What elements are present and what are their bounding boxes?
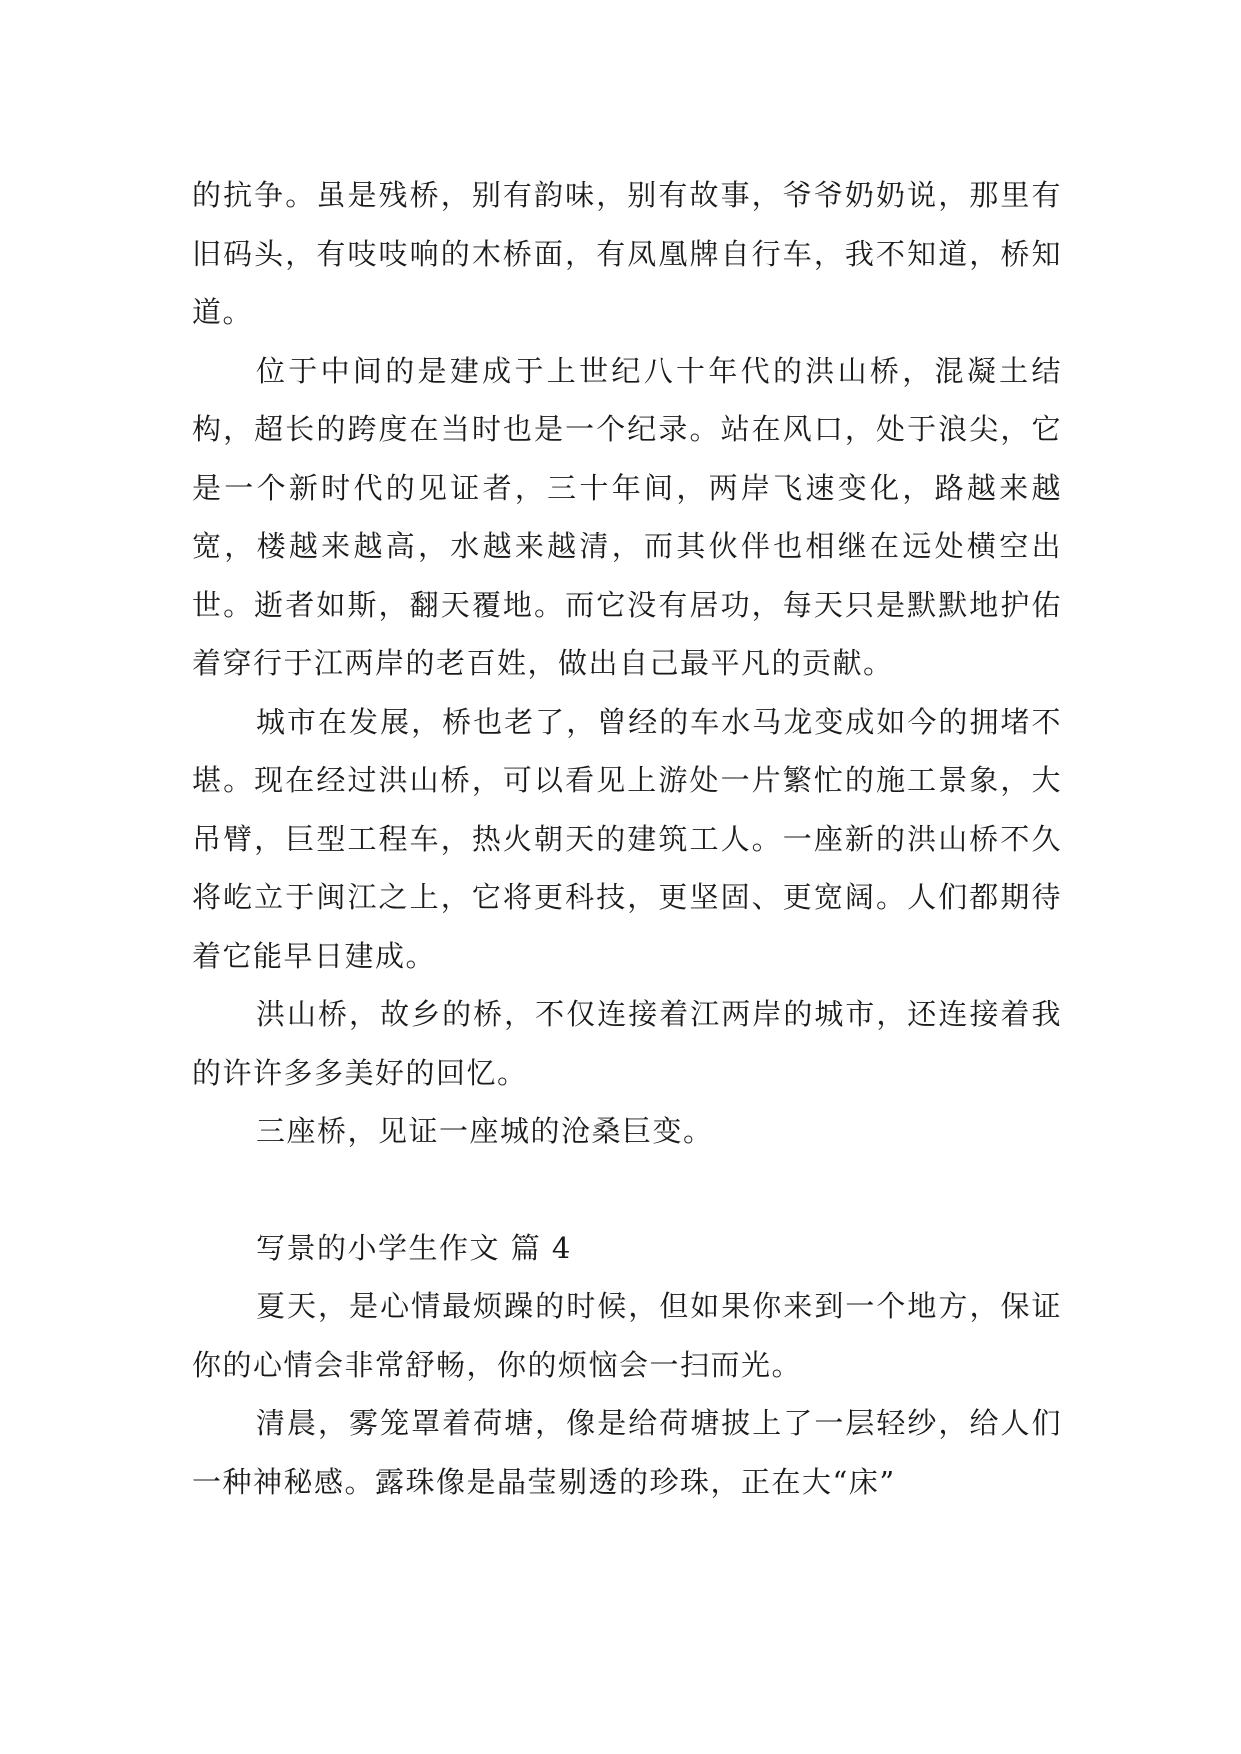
paragraph-three-bridges: 三座桥，见证一座城的沧桑巨变。 xyxy=(256,1114,714,1148)
paragraph-summer: 夏天，是心情最烦躁的时候，但如果你来到一个地方，保证你的心情会非常舒畅，你的烦恼会一扫而光。 xyxy=(192,1289,1062,1382)
section-gap xyxy=(192,1161,1062,1219)
paragraph-morning-pond: 清晨，雾笼罩着荷塘，像是给荷塘披上了一层轻纱，给人们一种神秘感。露珠像是晶莹剔透的珍珠，正在大“床” xyxy=(192,1406,1062,1499)
paragraph-city-development: 城市在发展，桥也老了，曾经的车水马龙变成如今的拥堵不堪。现在经过洪山桥，可以看见上游处一片繁忙的施工景象，大吊臂，巨型工程车，热火朝天的建筑工人。一座新的洪山桥不久将屹立于闽江之上，它将更科技，更坚固、更宽阔。人们都期待着它能早日建成。 xyxy=(192,704,1062,973)
paragraph-hometown-bridge: 洪山桥，故乡的桥，不仅连接着江两岸的城市，还连接着我的许许多多美好的回忆。 xyxy=(192,997,1062,1090)
section-heading: 写景的小学生作文 篇 4 xyxy=(256,1230,572,1265)
paragraph-hongshan-bridge: 位于中间的是建成于上世纪八十年代的洪山桥，混凝土结构，超长的跨度在当时也是一个纪录。站在风口，处于浪尖，它是一个新时代的见证者，三十年间，两岸飞速变化，路越来越宽，楼越来越高，水越来越清，而其伙伴也相继在远处横空出世。逝者如斯，翻天覆地。而它没有居功，每天只是默默地护佑着穿行于江两岸的老百姓，做出自己最平凡的贡献。 xyxy=(192,353,1062,680)
paragraph-bridge-ruins: 的抗争。虽是残桥，别有韵味，别有故事，爷爷奶奶说，那里有旧码头，有吱吱响的木桥面，有凤凰牌自行车，我不知道，桥知道。 xyxy=(192,178,1062,329)
document-body xyxy=(192,166,1062,1511)
